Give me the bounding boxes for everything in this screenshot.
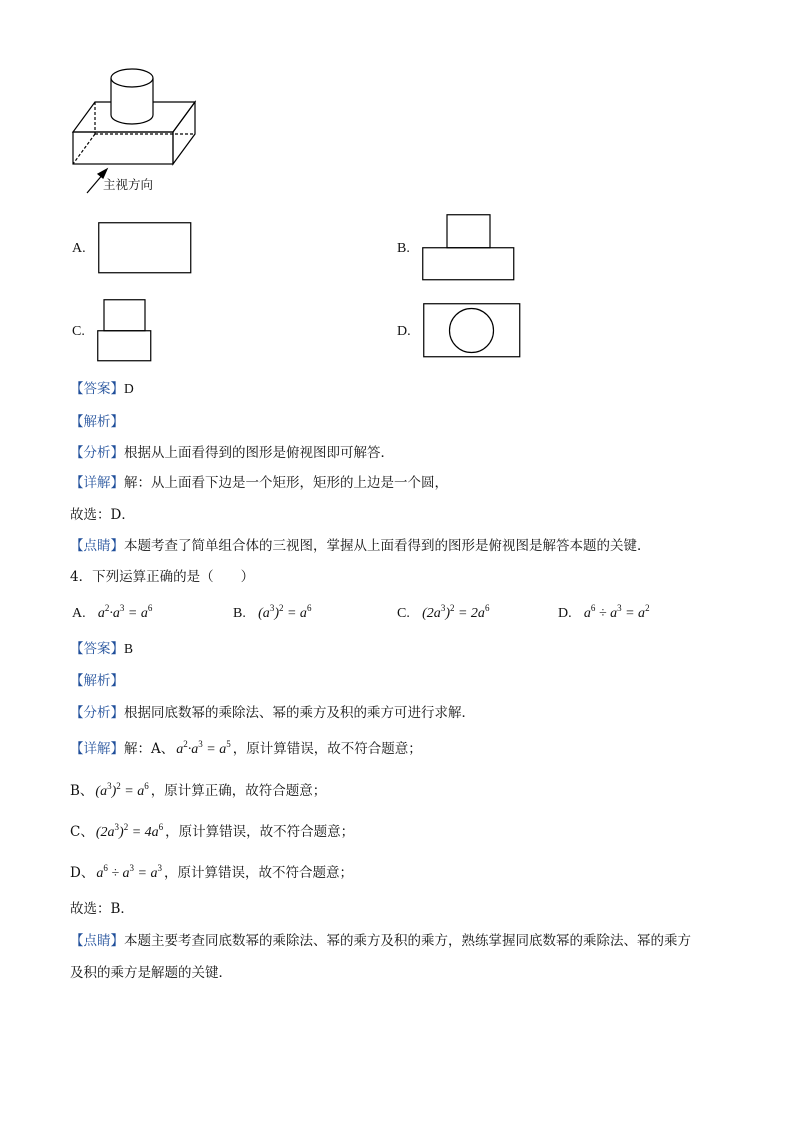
- q4-option-d-label: D.: [558, 606, 572, 621]
- line-c-expr: $(2a^3)^2 = 4a^6$: [95, 822, 164, 840]
- dianjing-line1: 本题主要考查同底数幂的乘除法、幂的乘方及积的乘方，熟练掌握同底数幂的乘除法、幂的乘方: [124, 933, 691, 949]
- q4-option-b: [233, 604, 311, 623]
- line-c-prefix: C、: [70, 824, 94, 840]
- line-b-expr: $(a^3)^2 = a^6$: [95, 781, 149, 799]
- xiangjie-tag: 【详解】: [70, 741, 124, 757]
- dianjing-tag: 【点睛】: [70, 538, 124, 554]
- q4-option-a-expr: $a^2\cdot a^3 = a^6$: [97, 603, 153, 621]
- q4-choose-line: 故选：B．: [70, 901, 134, 917]
- xiangjie-text: 解：从上面看下边是一个矩形，矩形的上边是一个圆，: [124, 475, 448, 491]
- q4-option-a-label: A.: [72, 606, 86, 621]
- q3-dianjing-line: [70, 537, 651, 555]
- fenxi-tag: 【分析】: [70, 705, 124, 721]
- q4-option-d: [558, 604, 650, 623]
- line-d-prefix: D、: [70, 865, 95, 881]
- q4-line-d: [70, 864, 353, 883]
- xiangjie-prefix: 解：A、: [124, 741, 175, 757]
- q4-option-c-expr: $(2a^3)^2 = 2a^6$: [422, 603, 490, 621]
- q4-answer-line: [70, 640, 133, 658]
- fenxi-text: 根据从上面看得到的图形是俯视图即可解答．: [124, 445, 394, 461]
- q4-stem: 4．下列运算正确的是（ ）: [70, 569, 255, 585]
- line-d-expr: $a^6 \div a^3 = a^3$: [96, 863, 162, 881]
- q4-fenxi-line: [70, 704, 475, 722]
- answer-value: D: [124, 381, 134, 396]
- line-b-prefix: B、: [70, 783, 94, 799]
- q4-option-c: [397, 604, 489, 623]
- answer-value: B: [124, 641, 134, 656]
- fenxi-text: 根据同底数幂的乘除法、幂的乘方及积的乘方可进行求解．: [124, 705, 475, 721]
- q4-line-c: [70, 823, 354, 842]
- option-c-label: C.: [72, 324, 85, 339]
- q4-dianjing-line2: 及积的乘方是解题的关键．: [70, 965, 232, 981]
- option-c-figure: [97, 299, 153, 363]
- q4-option-a: [72, 604, 152, 623]
- q3-choose-line: 故选：D．: [70, 507, 135, 523]
- q3-xiangjie-line: [70, 474, 448, 492]
- line-b-suffix: ，原计算正确，故符合题意；: [150, 783, 327, 799]
- dianjing-tag: 【点睛】: [70, 933, 124, 949]
- option-a-label: A.: [72, 241, 86, 256]
- option-d-figure: [423, 303, 521, 359]
- line-c-suffix: ，原计算错误，故不符合题意；: [165, 824, 355, 840]
- option-b-label: B.: [397, 241, 410, 256]
- option-b-figure: [422, 214, 516, 282]
- fenxi-tag: 【分析】: [70, 445, 124, 461]
- q4-line-b: [70, 782, 326, 801]
- q3-analysis-tag: 【解析】: [70, 414, 124, 430]
- q4-xiangjie-line: [70, 740, 422, 759]
- view-direction-label: 主视方向: [103, 177, 154, 192]
- line-a-expr: $a^2\cdot a^3 = a^5$: [176, 739, 231, 757]
- q4-dianjing-line: [70, 932, 691, 950]
- line-d-suffix: ，原计算错误，故不符合题意；: [163, 865, 353, 881]
- option-a-figure: [98, 222, 192, 274]
- q3-fenxi-line: [70, 444, 394, 462]
- q4-option-b-expr: $(a^3)^2 = a^6$: [258, 603, 312, 621]
- q4-option-b-label: B.: [233, 606, 246, 621]
- q4-analysis-tag: 【解析】: [70, 673, 124, 689]
- line-a-suffix: ，原计算错误，故不符合题意；: [232, 741, 422, 757]
- q4-option-d-expr: $a^6 \div a^3 = a^2$: [583, 603, 650, 621]
- option-d-label: D.: [397, 324, 411, 339]
- answer-tag: 【答案】: [70, 641, 124, 657]
- answer-tag: 【答案】: [70, 381, 124, 397]
- q3-answer-line: [70, 380, 134, 398]
- q4-option-c-label: C.: [397, 606, 410, 621]
- dianjing-text: 本题考查了简单组合体的三视图，掌握从上面看得到的图形是俯视图是解答本题的关键．: [124, 538, 651, 554]
- xiangjie-tag: 【详解】: [70, 475, 124, 491]
